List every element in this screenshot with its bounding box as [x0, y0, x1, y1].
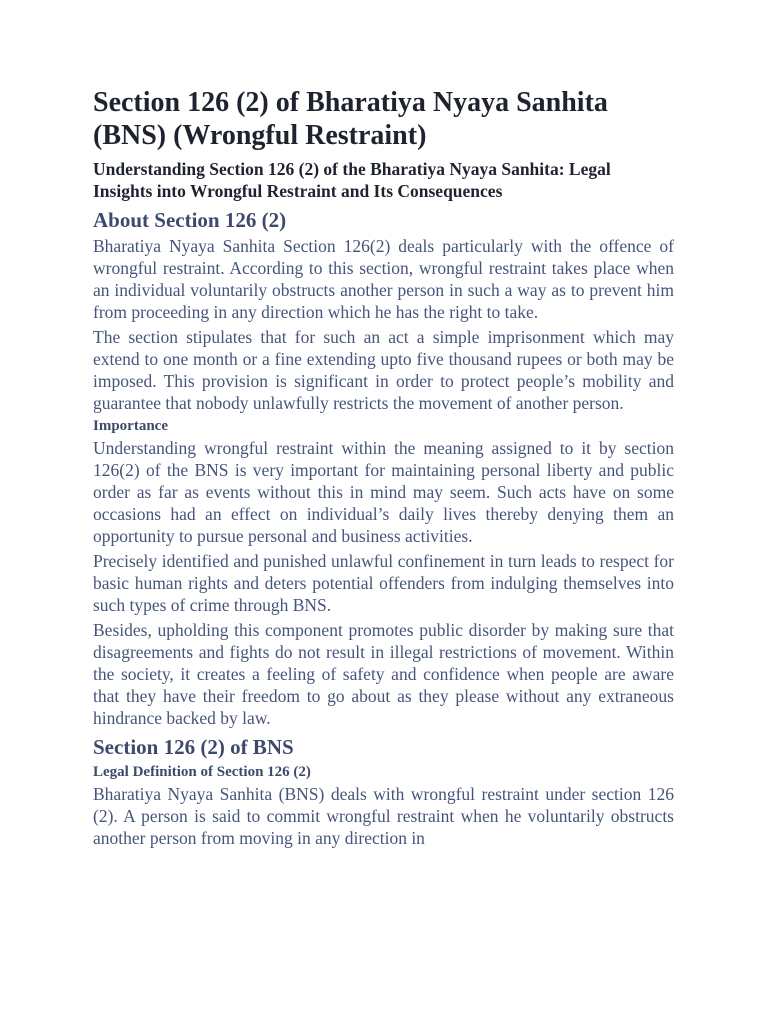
document-subtitle: Understanding Section 126 (2) of the Bharatiya Nyaya Sanhita: Legal Insights into Wrongful Restraint and Its Consequences: [93, 159, 611, 201]
importance-paragraph-2: Precisely identified and punished unlawful confinement in turn leads to respect for basic human rights and deters potential offenders from indulging themselves into such types of crime through BNS.: [93, 551, 674, 615]
document-title: Section 126 (2) of Bharatiya Nyaya Sanhita (BNS) (Wrongful Restraint): [93, 87, 608, 151]
bns-paragraph-1: Bharatiya Nyaya Sanhita (BNS) deals with wrongful restraint under section 126 (2). A person is said to commit wrongful restraint when he voluntarily obstructs another person from moving in any direction in: [93, 784, 674, 848]
about-section-heading: About Section 126 (2): [93, 208, 287, 232]
about-paragraph-1: Bharatiya Nyaya Sanhita Section 126(2) deals particularly with the offence of wrongful restraint. According to this section, wrongful restraint takes place when an individual voluntarily obstructs another person in such a way as to prevent him from proceeding in any direction which he has the right to take.: [93, 236, 674, 322]
about-paragraph-2: The section stipulates that for such an act a simple imprisonment which may extend to one month or a fine extending upto five thousand rupees or both may be imposed. This provision is significant in order to protect people’s mobility and guarantee that nobody unlawfully restricts the movement of another person.: [93, 327, 674, 413]
importance-heading: Importance: [93, 418, 168, 434]
document-page: [93, 86, 674, 849]
legal-definition-heading: Legal Definition of Section 126 (2): [93, 764, 311, 780]
importance-paragraph-3: Besides, upholding this component promotes public disorder by making sure that disagreements and fights do not result in illegal restrictions of movement. Within the society, it creates a feeling of safety and confidence when people are aware that they have their freedom to go about as they please without any extraneous hindrance backed by law.: [93, 620, 674, 728]
importance-paragraph-1: Understanding wrongful restraint within the meaning assigned to it by section 126(2) of the BNS is very important for maintaining personal liberty and public order as far as events without this in mind may seem. Such acts have on some occasions had an effect on individual’s daily lives thereby denying them an opportunity to pursue personal and business activities.: [93, 438, 674, 546]
bns-section-heading: Section 126 (2) of BNS: [93, 735, 294, 759]
